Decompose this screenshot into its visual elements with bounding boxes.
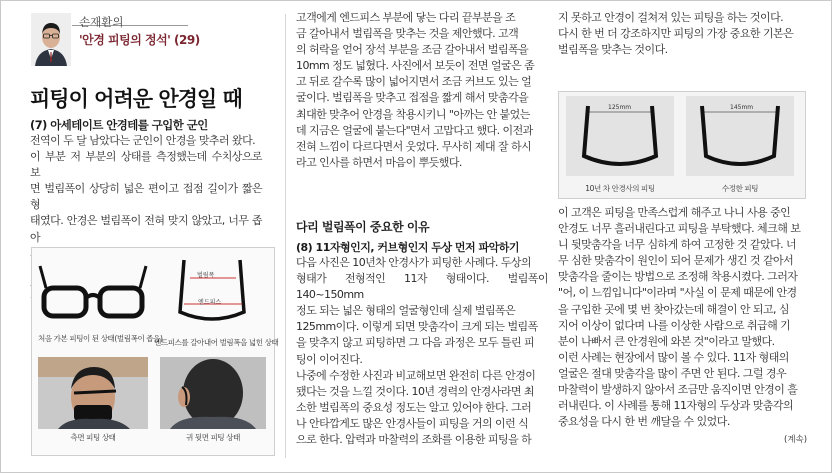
body-line: 나중에 수정한 사진과 비교해보면 완전히 다른 안경이: [296, 368, 536, 382]
glasses-photo-narrow: [38, 258, 148, 328]
col3-body-2: [558, 205, 820, 430]
body-line: 다시 한 번 더 강조하지만 피팅의 가장 중요한 기본은: [558, 27, 794, 41]
ear-fitting-photo: [160, 357, 266, 429]
body-line: 지 못하고 안경이 걸쳐져 있는 피팅을 하는 것이다.: [558, 11, 784, 24]
body-line: 굴이다. 벌림폭을 맞추고 접점을 짧게 해서 맞춤각을: [296, 91, 529, 105]
photo-caption-2: 엔드피스를 갈아내어 벌림폭을 넓힌 상태: [154, 338, 279, 347]
body-line: 지어 이상이 없다며 나를 이상한 사람으로 취급해 기: [558, 318, 791, 332]
body-line: 최대한 맞추어 안경을 착용시키니 "아까는 안 붙었는: [296, 107, 530, 121]
fig-label-145: 145mm: [730, 104, 754, 111]
author-name: 손재환의: [79, 15, 124, 29]
body-line: 이 고객은 피팅을 만족스럽게 해주고 나니 사용 중인: [558, 206, 791, 219]
body-line: 중요성을 다시 한 번 깨달을 수 있었다.: [558, 415, 730, 429]
body-line: 니 뒷맞춤각을 너무 심하게 하여 고정한 것 같았다. 너: [558, 238, 797, 252]
body-line: "어, 이 느낌입니다"이라며 "사실 이 문제 때문에 안경: [558, 286, 797, 300]
body-line: 면 벌림폭이 상당히 넓은 편이고 접점 길이가 짧은 형: [30, 182, 262, 212]
body-line: 러내린다. 이 사례를 통해 11자형의 두상과 맞춤각의: [558, 399, 794, 413]
body-line: 을 구입한 곳에 몇 번 찾아갔는데 해결이 안 되고, 심: [558, 302, 789, 316]
photo-caption-4: 귀 뒷면 피팅 상태: [186, 433, 240, 442]
body-line: 얼굴은 절대 맞춤각을 많이 주면 안 된다. 그럴 경우: [558, 366, 787, 380]
series-title: '안경 피팅의 정석' (29): [79, 33, 200, 47]
col2-body: [296, 10, 548, 171]
body-line: 마찰력이 발생하지 않아서 조금만 움직이면 안경이 흘: [558, 383, 798, 397]
photo-caption-3: 측면 피팅 상태: [70, 433, 116, 442]
body-line: 무 심한 맞춤각이 원인이 되어 문제가 생긴 것 같아서: [558, 254, 794, 268]
body-line: 으로 한다. 압력과 마찰력의 조화를 이용한 피팅을 하: [296, 433, 532, 447]
body-line: 고 뒤로 갈수록 많이 넓어지면서 조금 커브도 있는 얼: [296, 75, 532, 89]
body-line: 형태가 전형적인 11자 형태이다. 벌림폭이 140~150mm: [296, 272, 548, 302]
body-line: 소한 벌림폭의 중요성 정도는 알고 있어야 한다. 그러: [296, 400, 532, 414]
section-heading-7: (7) 아세테이트 안경테를 구입한 군인: [30, 118, 208, 132]
body-line: 분이 나빠서 큰 안경원에 와본 것"이라고 말했다.: [558, 334, 775, 348]
body-line: 을 맞추지 않고 피팅하면 그 다음 과정은 모두 틀린 피: [296, 336, 535, 350]
body-line: 라고 인사를 하면서 마음이 뿌듯했다.: [296, 155, 462, 169]
annotation-endpiece: 엔드피스: [198, 299, 222, 306]
author-photo: [31, 13, 71, 66]
body-line: 전역이 두 달 남았다는 군인이 안경을 맞추러 왔다.: [30, 134, 256, 147]
col3-body: [558, 10, 820, 58]
body-line: 벌림폭을 맞추는 것이다.: [558, 43, 668, 57]
annotation-spread: 벌림폭: [197, 272, 215, 279]
body-line: 다음 사진은 10년차 안경사가 피팅한 사례다. 두상의: [296, 256, 532, 269]
photo-caption-1: 처음 가본 피팅이 된 상태(벌림폭이 좁음): [38, 334, 163, 343]
body-line: 이런 사례는 현장에서 많이 볼 수 있다. 11자 형태의: [558, 350, 789, 364]
fig-caption-before: 10년 차 안경사의 피팅: [585, 184, 655, 193]
column-divider: [285, 14, 286, 458]
body-line: 125mm이다. 이렇게 되면 맞춤각이 크게 되는 벌림폭: [296, 320, 538, 334]
body-line: 안경도 너무 흘러내린다고 피팅을 부탁했다. 체크해 보: [558, 222, 801, 236]
body-line: 나 안타깝게도 많은 안경사들이 피팅을 거의 이런 식: [296, 416, 529, 430]
body-line: 팅이 이어진다.: [296, 352, 363, 366]
glasses-photo-widened: [156, 256, 268, 334]
body-line: 의 허락을 얻어 장석 부분을 조금 갈아내서 벌림폭을: [296, 43, 529, 57]
section-heading-8: (8) 11자형인지, 커브형인지 두상 먼저 파악하기: [296, 241, 519, 254]
body-line: 맞춤각을 줄이는 방법으로 조정해 착용시켰다. 그러자: [558, 270, 798, 284]
body-line: 10mm 정도 넓혔다. 사진에서 보듯이 전면 얼굴은 좀: [296, 59, 535, 73]
body-line: 금 갈아내서 벌림폭을 맞추는 것을 제안했다. 고객: [296, 27, 519, 41]
fig-label-125: 125mm: [608, 104, 632, 111]
article-title: 피팅이 어려운 안경일 때: [30, 87, 242, 111]
fig-caption-after: 수정한 피팅: [721, 184, 759, 193]
body-line: 데 지금은 얼굴에 붙는다"면서 고맙다고 했다. 이전과: [296, 123, 533, 137]
body-line: 전혀 느낌이 다르다면서 웃었다. 무사히 제대 잘 하시: [296, 139, 532, 153]
body-line: 이 부분 저 부분의 상태를 측정했는데 수치상으로 보: [30, 150, 262, 180]
section-heading-spread: 다리 벌림폭이 중요한 이유: [296, 220, 430, 234]
body-line: 태였다. 안경은 벌림폭이 전혀 맞지 않았고, 너무 좁아: [30, 214, 262, 244]
col2-body-2: [296, 255, 548, 448]
side-fitting-photo: [38, 357, 148, 429]
body-line: 고객에게 엔드피스 부분에 닿는 다리 끝부분을 조: [296, 11, 516, 24]
continued-marker: (계속): [784, 435, 808, 445]
body-line: 정도 되는 넓은 형태의 얼굴형인데 실제 벌림폭은: [296, 304, 516, 318]
body-line: 됐다는 것을 느낄 것이다. 10년 경력의 안경사라면 최: [296, 384, 534, 398]
